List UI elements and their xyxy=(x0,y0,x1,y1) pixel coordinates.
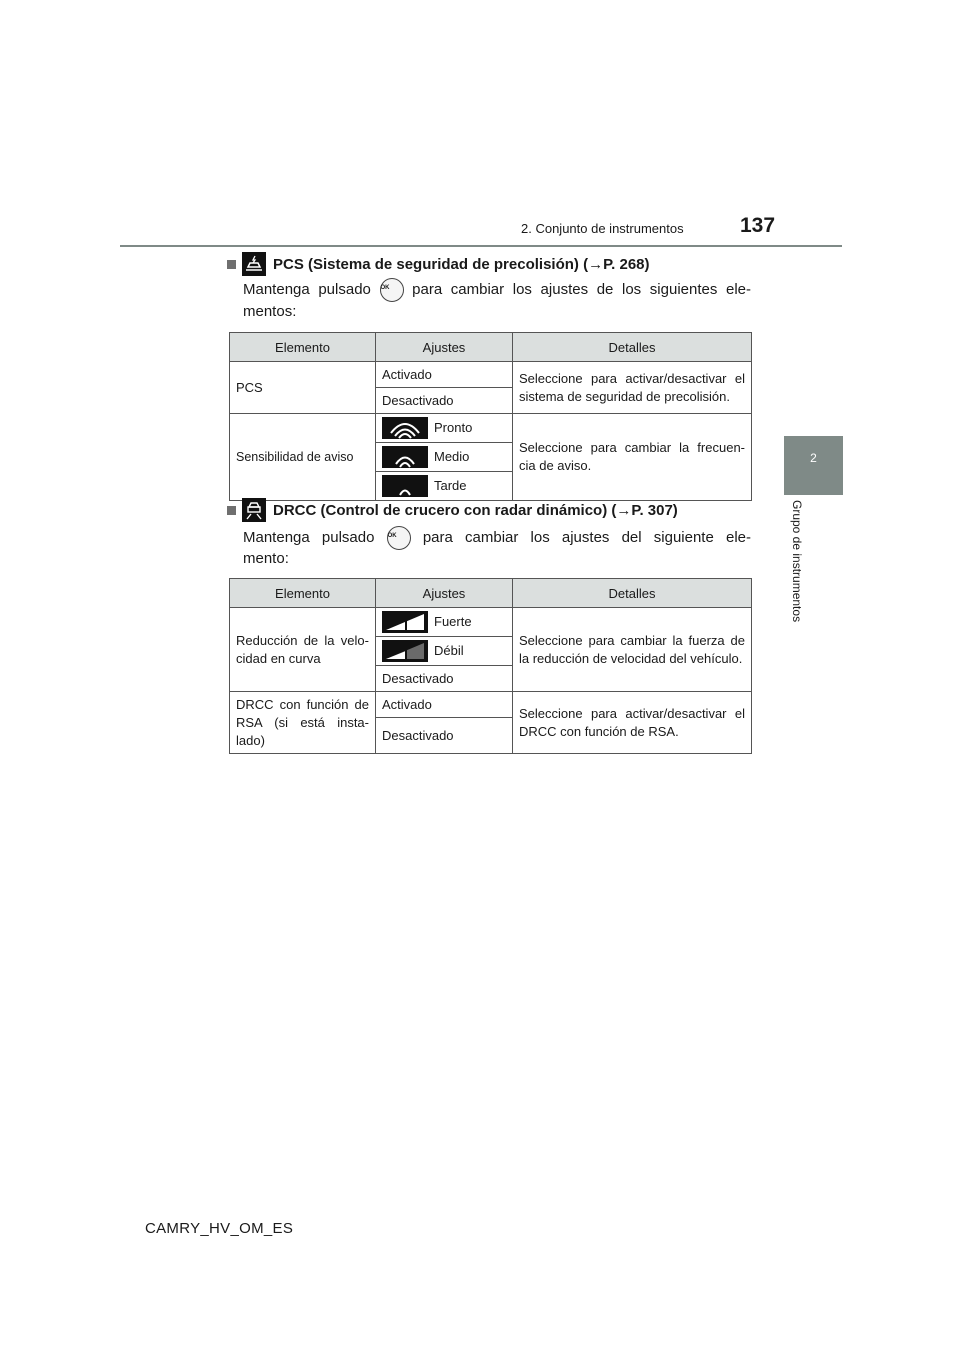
pcs-instruction-line1 xyxy=(243,278,751,302)
table-header-row xyxy=(230,579,752,608)
chapter-tab xyxy=(784,436,843,495)
pcs-heading-text: PCS (Sistema de seguridad de precolisión) (→P. 268) xyxy=(273,255,650,273)
pcs-instruction-post: para cambiar los ajustes de los siguientes ele- xyxy=(412,280,751,298)
pcs-instruction-pre: Mantenga pulsado xyxy=(243,280,371,298)
pcs-on-cell: Activado xyxy=(376,362,513,388)
drcc-heading-text: DRCC (Control de crucero con radar dinámico) (→P. 307) xyxy=(273,501,678,519)
drcc-instruction-pre: Mantenga pulsado xyxy=(243,528,375,546)
pcs-item-cell: PCS xyxy=(230,362,376,414)
col-header-details: Detalles xyxy=(513,333,752,362)
curve-item-cell: Reducción de la velo- cidad en curva xyxy=(230,608,376,692)
curve-strong-label: Fuerte xyxy=(434,614,472,629)
curve-strong-icon xyxy=(382,611,428,633)
col-header-element: Elemento xyxy=(230,333,376,362)
drcc-settings-table xyxy=(229,578,752,754)
sensitivity-late-label: Tarde xyxy=(434,478,467,493)
chapter-tab-number: 2 xyxy=(810,451,817,465)
pcs-off-cell: Desactivado xyxy=(376,388,513,414)
sensitivity-late-icon xyxy=(382,475,428,497)
curve-off-cell: Desactivado xyxy=(376,666,513,692)
drcc-car-icon xyxy=(242,498,266,522)
drcc-heading xyxy=(227,498,678,522)
curve-weak-cell xyxy=(376,637,513,666)
ok-button-icon xyxy=(387,526,411,550)
ok-button-label: OK xyxy=(380,285,390,291)
page-number: 137 xyxy=(740,214,776,237)
pcs-detail-cell: Seleccione para activar/desactivar el sistema de seguridad de precolisión. xyxy=(513,362,752,414)
col-header-element: Elemento xyxy=(230,579,376,608)
table-row xyxy=(230,608,752,637)
square-bullet-icon xyxy=(227,260,236,269)
sensitivity-early-cell xyxy=(376,414,513,443)
chapter-side-label-text: Grupo de instrumentos xyxy=(790,500,804,623)
curve-weak-icon xyxy=(382,640,428,662)
pcs-instruction-line2: mentos: xyxy=(243,303,297,320)
document-code: CAMRY_HV_OM_ES xyxy=(145,1220,294,1237)
pcs-warning-icon xyxy=(242,252,266,276)
sensitivity-item-cell: Sensibilidad de aviso xyxy=(230,414,376,501)
curve-weak-label: Débil xyxy=(434,643,464,658)
sensitivity-detail-cell: Seleccione para cambiar la frecuen- cia de aviso. xyxy=(513,414,752,501)
drcc-instruction-line2: mento: xyxy=(243,550,289,567)
sensitivity-mid-icon xyxy=(382,446,428,468)
square-bullet-icon xyxy=(227,506,236,515)
sensitivity-mid-cell xyxy=(376,443,513,472)
pcs-heading xyxy=(227,252,650,276)
rsa-on-cell: Activado xyxy=(376,692,513,718)
ok-button-icon xyxy=(380,278,404,302)
table-row xyxy=(230,692,752,718)
table-row xyxy=(230,414,752,443)
table-header-row xyxy=(230,333,752,362)
sensitivity-early-label: Pronto xyxy=(434,420,473,435)
sensitivity-late-cell xyxy=(376,472,513,501)
curve-detail-cell: Seleccione para cambiar la fuerza de la reducción de velocidad del vehículo. xyxy=(513,608,752,692)
table-row xyxy=(230,362,752,388)
sensitivity-early-icon xyxy=(382,417,428,439)
curve-strong-cell xyxy=(376,608,513,637)
ok-button-label: OK xyxy=(387,533,397,539)
rsa-detail-cell: Seleccione para activar/desactivar el DRCC con función de RSA. xyxy=(513,692,752,754)
drcc-instruction-line1 xyxy=(243,526,751,550)
col-header-details: Detalles xyxy=(513,579,752,608)
drcc-instruction-post: para cambiar los ajustes del siguiente ele- xyxy=(422,528,752,546)
chapter-side-label xyxy=(790,500,810,640)
header-rule xyxy=(120,245,842,247)
sensitivity-mid-label: Medio xyxy=(434,449,470,464)
header-section-title: 2. Conjunto de instrumentos xyxy=(521,221,684,236)
rsa-off-cell: Desactivado xyxy=(376,718,513,754)
col-header-settings: Ajustes xyxy=(376,333,513,362)
col-header-settings: Ajustes xyxy=(376,579,513,608)
rsa-item-cell: DRCC con función de RSA (si está insta- lado) xyxy=(230,692,376,754)
pcs-settings-table xyxy=(229,332,752,501)
